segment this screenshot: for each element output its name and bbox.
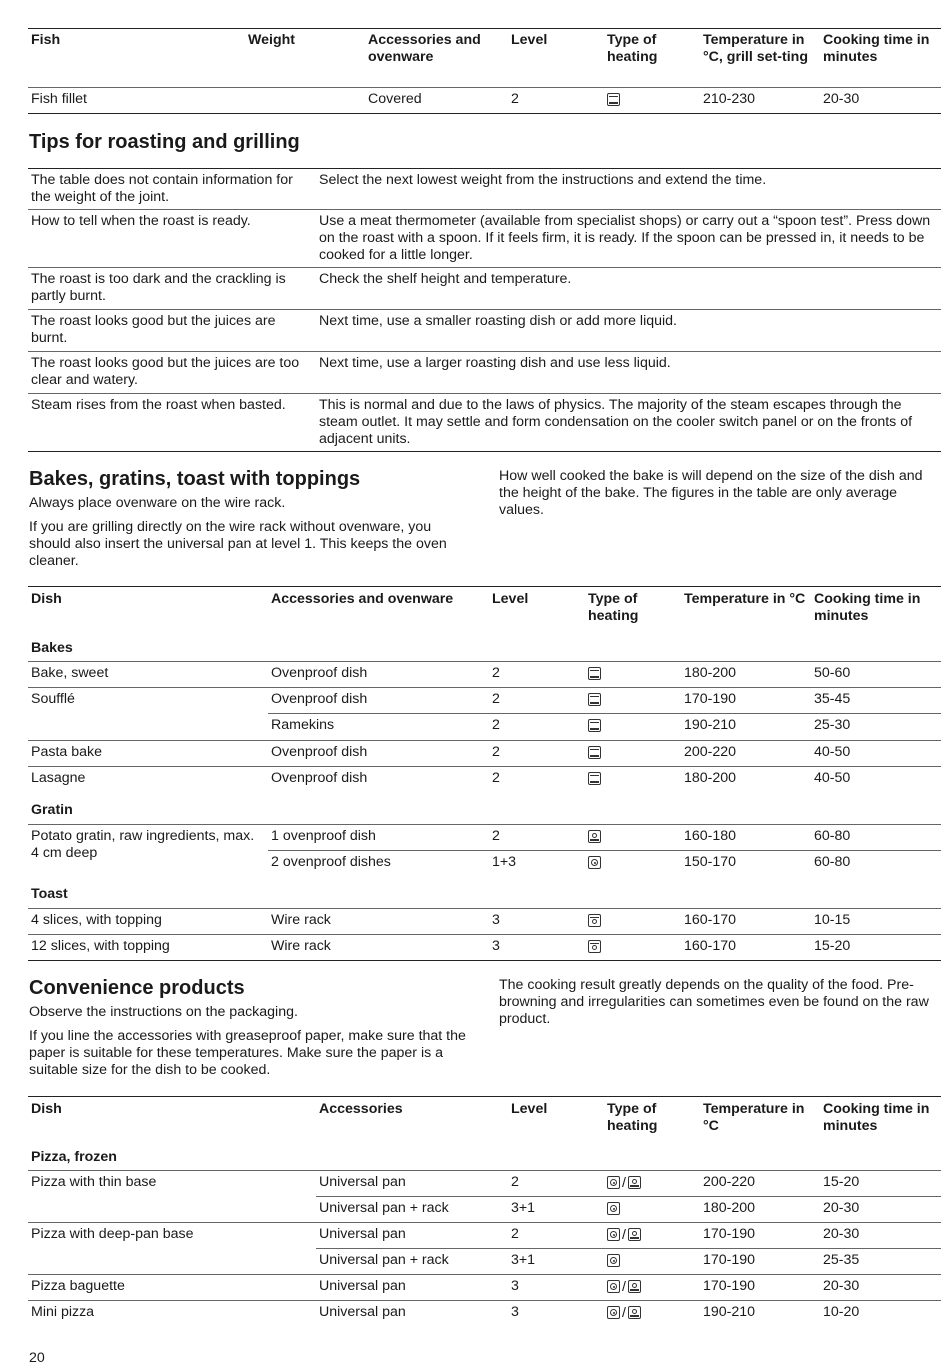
dish-cell: Lasagne: [28, 767, 268, 793]
problem-cell: The roast is too dark and the crackling is partly burnt.: [28, 268, 316, 310]
temp-cell: 180-200: [681, 767, 811, 793]
solution-cell: Next time, use a smaller roasting dish or add more liquid.: [316, 310, 941, 352]
col-header: Weight: [248, 32, 296, 48]
top-bottom-heat-icon: [588, 719, 601, 732]
dish-cell: Pizza with thin base: [28, 1171, 316, 1223]
temp-cell: 160-170: [681, 909, 811, 935]
temp-cell: 150-170: [681, 851, 811, 877]
weight-cell: [245, 88, 365, 114]
accessory-cell: Universal pan + rack: [316, 1197, 508, 1223]
accessory-cell: 2 ovenproof dishes: [268, 851, 489, 877]
solution-cell: Select the next lowest weight from the instructions and extend the time.: [319, 172, 767, 188]
roasting-tips-table: [28, 168, 941, 452]
pizza-setting-icon: [628, 1280, 641, 1293]
accessory-cell: Ovenproof dish: [268, 688, 489, 714]
temp-cell: 190-210: [700, 1301, 820, 1327]
time-cell: 20-30: [820, 1275, 941, 1301]
group-label: Toast: [31, 885, 68, 902]
table-row: Mini pizza Universal pan 3 / 190-210 10-20: [28, 1301, 941, 1327]
table-row: [28, 767, 941, 793]
hot-air-icon: [607, 1254, 620, 1267]
time-cell: 25-35: [820, 1249, 941, 1275]
level-cell: 3: [508, 1275, 604, 1301]
hot-air-icon: [607, 1306, 620, 1319]
table-row: [28, 352, 941, 394]
table-row: [28, 169, 941, 210]
col-header: Dish: [31, 1101, 62, 1117]
time-cell: 15-20: [820, 1171, 941, 1197]
section-heading: Tips for roasting and grilling: [29, 131, 300, 153]
pizza-setting-icon: [628, 1306, 641, 1319]
level-cell: 2: [489, 825, 585, 851]
time-cell: 60-80: [811, 851, 941, 877]
col-header: Cooking time in minutes: [823, 32, 930, 65]
paragraph: If you line the accessories with greaseproof paper, make sure that the paper is suitable for these temperatures. Make sure the paper is a suitable size for the dish to be cooked.: [29, 1028, 466, 1078]
accessory-cell: 1 ovenproof dish: [268, 825, 489, 851]
col-header: Cooking time in minutes: [823, 1101, 930, 1134]
paragraph: How well cooked the bake is will depend on the size of the dish and the height of the bake. The figures in the table are only average values.: [499, 468, 923, 518]
group-label: Pizza, frozen: [31, 1148, 117, 1165]
hot-air-grilling-icon: [588, 830, 601, 843]
accessory-cell: Ovenproof dish: [268, 662, 489, 688]
temp-cell: 180-200: [700, 1197, 820, 1223]
accessory-cell: Ovenproof dish: [268, 767, 489, 793]
level-cell: 2: [489, 714, 585, 741]
solution-cell: Next time, use a larger roasting dish and use less liquid.: [316, 352, 941, 394]
table-row: Pizza baguette Universal pan 3 / 170-190 20-30: [28, 1275, 941, 1301]
table-row: [28, 394, 941, 452]
hot-air-icon: [588, 856, 601, 869]
time-cell: 25-30: [811, 714, 941, 741]
dish-cell: Potato gratin, raw ingredients, max. 4 cm deep: [28, 825, 268, 877]
table-row: [28, 268, 941, 310]
accessory-cell: Wire rack: [268, 909, 489, 935]
col-header: Level: [511, 32, 548, 48]
time-cell: 10-20: [820, 1301, 941, 1327]
temp-cell: 210-230: [700, 88, 820, 114]
time-cell: 35-45: [811, 688, 941, 714]
dish-cell: Pasta bake: [28, 741, 268, 767]
accessory-cell: Universal pan: [316, 1301, 508, 1327]
top-bottom-heat-icon: [588, 693, 601, 706]
solution-cell: Use a meat thermometer (available from specialist shops) or carry out a “spoon test”. Press down on the roast with a spoon. If it feels firm, it is ready. If the spoon can be pressed in, it needs to be cooked for a little longer.: [316, 210, 941, 268]
bakes-table: [28, 586, 941, 961]
problem-cell: How to tell when the roast is ready.: [28, 210, 316, 268]
table-row: [28, 662, 941, 688]
table-row: [28, 714, 941, 741]
level-cell: 2: [508, 1171, 604, 1197]
level-cell: 3: [489, 935, 585, 961]
table-row: Pizza with thin base Universal pan 2 / 200-220 15-20: [28, 1171, 941, 1197]
table-row: [28, 741, 941, 767]
paragraph: If you are grilling directly on the wire rack without ovenware, you should also insert the universal pan at level 1. This keeps the oven cleaner.: [29, 519, 447, 569]
col-header: Accessories: [319, 1101, 403, 1117]
top-bottom-heat-icon: [588, 667, 601, 680]
time-cell: 20-30: [820, 1223, 941, 1249]
dish-cell: Fish fillet: [28, 88, 245, 114]
temp-cell: 170-190: [681, 688, 811, 714]
pizza-setting-icon: [628, 1176, 641, 1189]
dish-cell: [28, 714, 268, 741]
convenience-table: [28, 1096, 941, 1327]
level-cell: 2: [489, 767, 585, 793]
temp-cell: 160-180: [681, 825, 811, 851]
top-bottom-heat-icon: [607, 93, 620, 106]
hot-air-icon: [607, 1176, 620, 1189]
time-cell: 15-20: [811, 935, 941, 961]
col-header: Accessories and ovenware: [271, 591, 454, 607]
top-bottom-heat-icon: [588, 746, 601, 759]
col-header: Type of heating: [607, 1101, 658, 1134]
level-cell: 2: [508, 1223, 604, 1249]
time-cell: 40-50: [811, 767, 941, 793]
accessory-cell: Wire rack: [268, 935, 489, 961]
problem-cell: Steam rises from the roast when basted.: [28, 394, 316, 452]
dish-cell: Soufflé: [28, 688, 268, 714]
col-header: Level: [511, 1101, 548, 1117]
time-cell: 50-60: [811, 662, 941, 688]
accessory-cell: Ramekins: [268, 714, 489, 741]
col-header: Type of heating: [607, 32, 658, 65]
level-cell: 2: [489, 741, 585, 767]
hot-air-icon: [607, 1280, 620, 1293]
accessory-cell: Universal pan: [316, 1171, 508, 1197]
paragraph: Observe the instructions on the packaging.: [29, 1004, 298, 1020]
accessory-cell: Universal pan: [316, 1223, 508, 1249]
time-cell: 40-50: [811, 741, 941, 767]
fish-table: [28, 28, 941, 114]
pizza-setting-icon: [628, 1228, 641, 1241]
group-label: Bakes: [31, 639, 73, 656]
paragraph: Always place ovenware on the wire rack.: [29, 495, 286, 511]
temp-cell: 170-190: [700, 1249, 820, 1275]
accessory-cell: Universal pan: [316, 1275, 508, 1301]
solution-cell: This is normal and due to the laws of physics. The majority of the steam escapes through the steam outlet. It may settle and form condensation on the cooler switch panel or on the fronts of adjacent units.: [316, 394, 941, 452]
temp-cell: 160-170: [681, 935, 811, 961]
col-header: Accessories and ovenware: [368, 32, 481, 65]
table-row: [28, 909, 941, 935]
dish-cell: Pizza with deep-pan base: [28, 1223, 316, 1275]
problem-cell: The roast looks good but the juices are too clear and watery.: [28, 352, 316, 394]
section-heading: Convenience products: [29, 977, 245, 999]
col-header: Cooking time in minutes: [814, 591, 921, 624]
col-header: Level: [492, 591, 529, 607]
level-cell: 1+3: [489, 851, 585, 877]
level-cell: 2: [508, 88, 604, 114]
dish-cell: Mini pizza: [28, 1301, 316, 1327]
problem-cell: The roast looks good but the juices are burnt.: [28, 310, 316, 352]
temp-cell: 190-210: [681, 714, 811, 741]
temp-cell: 170-190: [700, 1275, 820, 1301]
group-label: Gratin: [31, 801, 73, 818]
dish-cell: Pizza baguette: [28, 1275, 316, 1301]
level-cell: 2: [489, 662, 585, 688]
time-cell: 20-30: [820, 1197, 941, 1223]
table-row: [28, 688, 941, 714]
dish-cell: 12 slices, with topping: [28, 935, 268, 961]
hot-air-icon: [607, 1202, 620, 1215]
table-row: Pizza with deep-pan base Universal pan 2 / 170-190 20-30: [28, 1223, 941, 1249]
col-header: Temperature in °C: [703, 1101, 805, 1134]
col-header: Temperature in °C, grill set-ting: [703, 32, 808, 65]
table-row: [28, 825, 941, 851]
hot-air-grilling-icon: [588, 940, 601, 953]
table-row: [28, 935, 941, 961]
level-cell: 3: [508, 1301, 604, 1327]
solution-cell: Check the shelf height and temperature.: [316, 268, 941, 310]
time-cell: 10-15: [811, 909, 941, 935]
accessory-cell: Ovenproof dish: [268, 741, 489, 767]
col-header: Temperature in °C: [684, 591, 806, 607]
hot-air-icon: [607, 1228, 620, 1241]
col-header: Type of heating: [588, 591, 639, 624]
page-number: 20: [29, 1350, 45, 1366]
problem-cell: The table does not contain information for the weight of the joint.: [31, 172, 293, 205]
table-row: [28, 210, 941, 268]
level-cell: 3+1: [508, 1197, 604, 1223]
paragraph: The cooking result greatly depends on the quality of the food. Pre-browning and irregularities can sometimes even be found on the raw product.: [499, 977, 929, 1027]
hot-air-grilling-icon: [588, 914, 601, 927]
col-header: Fish: [31, 32, 61, 48]
dish-cell: Bake, sweet: [28, 662, 268, 688]
temp-cell: 200-220: [700, 1171, 820, 1197]
table-row: [28, 88, 941, 114]
section-heading: Bakes, gratins, toast with toppings: [29, 468, 361, 490]
level-cell: 3: [489, 909, 585, 935]
top-bottom-heat-icon: [588, 772, 601, 785]
time-cell: 60-80: [811, 825, 941, 851]
temp-cell: 200-220: [681, 741, 811, 767]
temp-cell: 180-200: [681, 662, 811, 688]
level-cell: 3+1: [508, 1249, 604, 1275]
dish-cell: 4 slices, with topping: [28, 909, 268, 935]
temp-cell: 170-190: [700, 1223, 820, 1249]
table-row: [28, 310, 941, 352]
level-cell: 2: [489, 688, 585, 714]
accessory-cell: Universal pan + rack: [316, 1249, 508, 1275]
accessory-cell: Covered: [365, 88, 508, 114]
col-header: Dish: [31, 591, 62, 607]
time-cell: 20-30: [820, 88, 941, 114]
